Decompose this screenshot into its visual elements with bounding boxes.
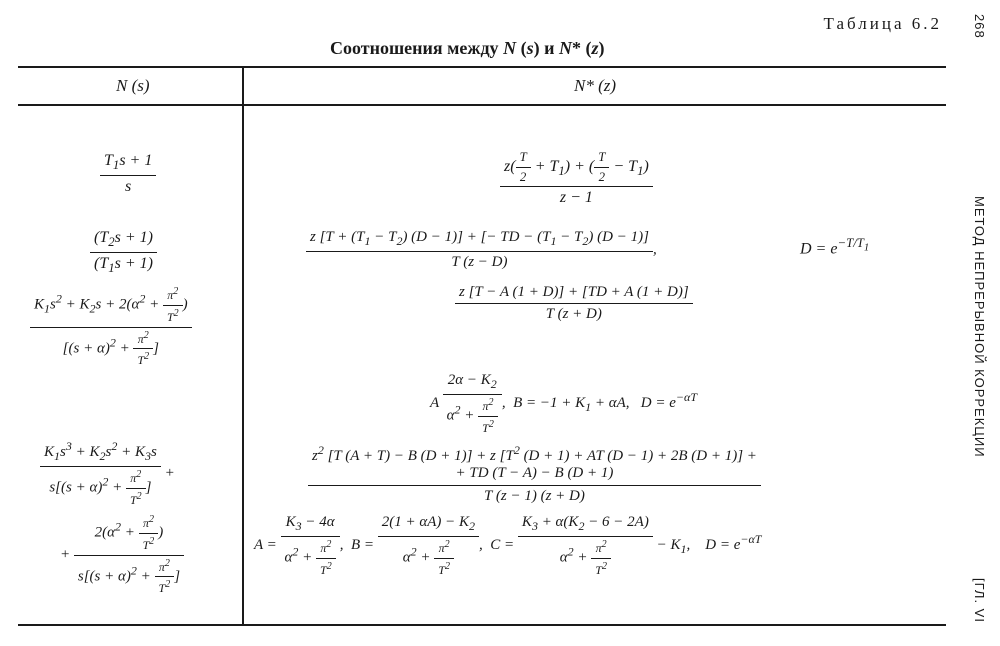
column-header-left: N (s) (116, 76, 150, 95)
row4-left-part1: $K_1s^3 + K_2s^2 + K_3s$ $s[(s + \alpha)^2$ + $\frac{\pi^2}{T^2}$ ] + (40, 440, 175, 507)
row2-left-formula: $\frac{(T_2s + 1)}{(T_1s + 1)}$ (90, 229, 157, 276)
page-number: 268 (972, 14, 987, 39)
column-divider (242, 68, 244, 624)
row3-right-formula: $\frac{z [T - A (1 + D)] + [TD + A (1 + D)]}{T (z + D)}$ (455, 284, 693, 324)
chapter-label: [ГЛ. VI (972, 578, 987, 623)
table-number: Таблица 6.2 (823, 14, 942, 33)
bottom-rule (18, 624, 946, 626)
row4-right-formula: $z^2$ [T (A + T) − B (D + 1)] + z [$T^2$ (D + 1) + AT (D − 1) + 2B (D + 1)] + + TD (T − A) − B (D + 1) T (z − 1) (z + D) (308, 444, 761, 505)
row1-right-formula: z( $\frac{T}{2}$ + $T_1$) + ( $\frac{T}{2}$ − $T_1$) z − 1 (500, 150, 653, 208)
row2-condition: $D = e^{-T/T_1}$ (800, 236, 870, 258)
row4-condition: A = $K_3 - 4\alpha$ $\alpha^2$ + $\frac{\pi^2}{T^2}$ , B = $2(1 + \alpha A) - K_2$ $\alpha^2$ + $\frac{\pi^2}{T^2}$ , C = $K_3 + \alpha(K_2 - 6 - 2A)$ $\alpha^2$ + $\frac{\pi^2}{T^2}$ − $K_1$, $D = e^{-\alpha T}$ (254, 514, 762, 577)
table-title: Соотношения между N (s) и N* (z) (330, 38, 605, 58)
row4-left-part2: + $2(\alpha^2$ + $\frac{\pi^2}{T^2}$ ) $s[(s + \alpha)^2$ + $\frac{\pi^2}{T^2}$ ] (60, 514, 184, 596)
running-head: МЕТОД НЕПРЕРЫВНОЙ КОРРЕКЦИИ (972, 196, 987, 458)
row3-condition: A $2\alpha - K_2$ $\alpha^2$ + $\frac{\pi^2}{T^2}$ , $B = -1 + K_1 + \alpha A$, $D = e^{-\alpha T}$ (430, 372, 697, 435)
row2-right-formula: $\frac{z [T + (T_1 - T_2) (D - 1)] + [- TD - (T_1 - T_2) (D - 1)]}{T (z - D)}$ , (306, 229, 657, 271)
header-rule (18, 104, 946, 106)
row3-left-formula: $K_1s^2 + K_2s + 2(\alpha^2$ + $\frac{\pi^2}{T^2}$ ) [$(s + \alpha)^2$ + $\frac{\pi^2}{T^2}$ ] (30, 286, 192, 368)
top-rule (18, 66, 946, 68)
column-header-right: N* (z) (574, 76, 617, 95)
row1-left-formula: $\frac{T_1s + 1}{s}$ (100, 152, 156, 196)
